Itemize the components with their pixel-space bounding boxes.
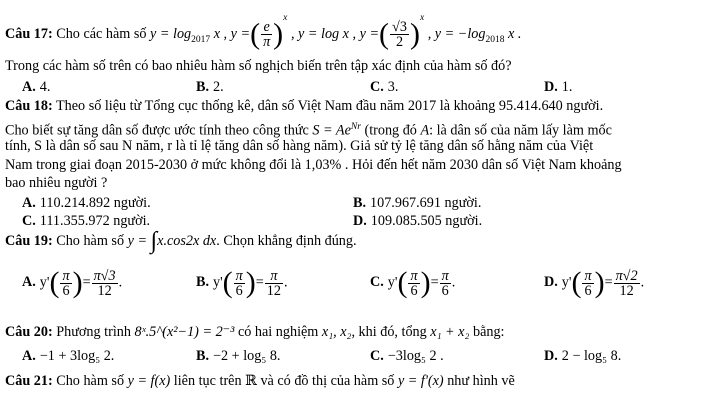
q20-option-c[interactable]: C. −3log₅ 2 . (370, 348, 444, 364)
q17-stem: Câu 17: Cho các hàm số $y = \log_{2017} x$ , y =( $\frac{e}{\pi}$ )$^x$ , y = log x , y =( $\frac{√3}{2}$ )$^x$ , $y = -\log_{2018}$ x . (5, 13, 522, 51)
q20-option-b[interactable]: B. −2 + log₅ 8. (196, 348, 281, 364)
q17-frac-e-pi: $\frac{e}{\pi}$ (263, 19, 271, 51)
q19-label: Câu 19: (5, 233, 53, 249)
q17-option-d[interactable]: D. 1. (544, 79, 573, 95)
q18-option-b[interactable]: B. 107.967.691 người. (353, 195, 482, 211)
q17-frac-sqrt3-2: $\frac{√3}{2}$ (392, 19, 407, 51)
q17-option-a[interactable]: A. 4. (22, 79, 51, 95)
q18-line-1: Câu 18: Theo số liệu từ Tổng cục thống kê, dân số Việt Nam đầu năm 2017 là khoảng 95.414.640 người. (5, 98, 604, 114)
q21-stem: Câu 21: Cho hàm số y = f(x) liên tục trên ℝ và có đồ thị của hàm số y = f'(x) như hình vẽ (5, 373, 515, 389)
q20-stem: Câu 20: Phương trình 8ˣ.5^(x²−1) = 2⁻³ có hai nghiệm x₁, x₂, khi đó, tổng x₁ + x₂ bằng: (5, 324, 505, 340)
q17-option-c[interactable]: C. 3. (370, 79, 399, 95)
q17-question: Trong các hàm số trên có bao nhiêu hàm số nghịch biến trên tập xác định của hàm số đó? (5, 58, 512, 74)
q18-line-4: Nam trong giai đoạn 2015-2030 ở mức không đổi là 1,03% . Hỏi đến hết năm 2030 dân số Việt Nam khoảng (5, 157, 622, 173)
q20-option-d[interactable]: D. 2 − log₅ 8. (544, 348, 622, 364)
q18-line-2: Cho biết sự tăng dân số được ước tính theo công thức $S = Ae^{Nr}$ (trong đó A: là dân số của năm lấy làm mốc (5, 122, 612, 139)
q19-option-a[interactable]: A. y'( $\frac{\pi}{6}$ )= $\frac{\pi√3}{12}$ . (22, 266, 123, 299)
q18-option-a[interactable]: A. 110.214.892 người. (22, 195, 151, 211)
q17-option-b[interactable]: B. 2. (196, 79, 224, 95)
q19-option-c[interactable]: C. y'( $\frac{\pi}{6}$ )= $\frac{\pi}{6}$ . (370, 266, 456, 299)
q19-stem: Câu 19: Cho hàm số y = ∫x.cos2x dx. Chọn khẳng định đúng. (5, 228, 357, 255)
q19-option-d[interactable]: D. y'( $\frac{\pi}{6}$ )= $\frac{\pi√2}{12}$ . (544, 266, 645, 299)
q19-option-b[interactable]: B. y'( $\frac{\pi}{6}$ )= $\frac{\pi}{12}$ . (196, 266, 288, 299)
q18-line-5: bao nhiêu người ? (5, 175, 108, 191)
q20-equation: 8ˣ.5^(x²−1) = 2⁻³ (134, 324, 235, 340)
q18-option-d[interactable]: D. 109.085.505 người. (353, 213, 483, 229)
q18-label: Câu 18: (5, 98, 53, 114)
q20-label: Câu 20: (5, 324, 53, 340)
q18-line-3: tính, S là dân số sau N năm, r là tỉ lệ tăng dân số hàng năm). Giả sử tỷ lệ tăng dân số hằng năm của Việt (5, 138, 594, 154)
q20-option-a[interactable]: A. −1 + 3log₅ 2. (22, 348, 115, 364)
q18-option-c[interactable]: C. 111.355.972 người. (22, 213, 151, 229)
q21-label: Câu 21: (5, 373, 53, 389)
integral-sign: ∫ (150, 228, 158, 255)
q18-formula: S = Ae (312, 122, 351, 139)
q17-label: Câu 17: (5, 26, 53, 42)
